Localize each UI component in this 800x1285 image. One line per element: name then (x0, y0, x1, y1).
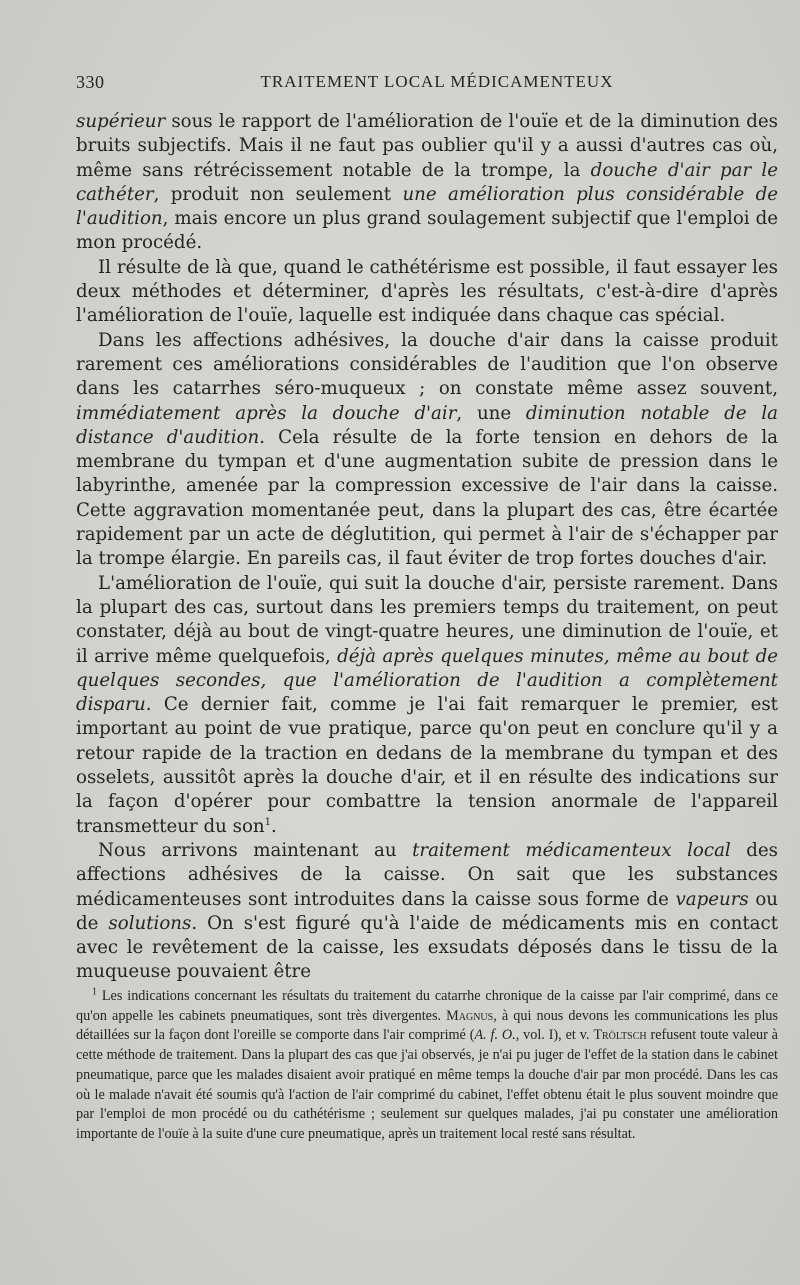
paragraph-4: L'amélioration de l'ouïe, qui suit la douche d'air, persiste rarement. Dans la plupart des cas, surtout dans les premiers temps du traitement, on peut constater, déjà au bout de vingt-quatre heures, une diminution de l'ouïe, et il arrive même quelquefois, déjà après quelques minutes, même au bout de quelques secondes, que l'amélioration de l'audition a complètement disparu. Ce dernier fait, comme je l'ai fait remarquer le premier, est important au point de vue pratique, parce qu'on peut en conclure qu'il y a retour rapide de la traction en dedans de la membrane du tympan et des osselets, aussitôt après la douche d'air, et il en résulte des indications sur la façon d'opérer pour combattre la tension anormale de l'appareil transmetteur du son$^1$. (76, 572, 778, 837)
paragraph-1: supérieur sous le rapport de l'amélioration de l'ouïe et de la diminution des bruits subjectifs. Mais il ne faut pas oublier qu'il y a aussi d'autres cas où, même sans rétrécissement notable de la trompe, la douche d'air par le cathéter, produit non seulement une amélioration plus considérable de l'audition, mais encore un plus grand soulagement subjectif que l'emploi de mon procédé. (76, 111, 778, 254)
page (76, 72, 778, 985)
paragraph-2: Il résulte de là que, quand le cathétérisme est possible, il faut essayer les deux méthodes et déterminer, d'après les résultats, c'est-à-dire d'après l'amélioration de l'ouïe, laquelle est indiquée dans chaque cas spécial. (76, 256, 778, 327)
footnote-reference: 1 (264, 816, 271, 828)
body-text (76, 110, 778, 985)
footnote (76, 987, 778, 1145)
running-head: TRAITEMENT LOCAL MÉDICAMENTEUX (260, 72, 614, 91)
footnote-text: $^1$ Les indications concernant les résultats du traitement du catarrhe chronique de la caisse par l'air comprimé, dans ce qu'on appelle les cabinets pneumatiques, sont très divergentes. Magnus, à qui nous devons les communications les plus détaillées sur la façon dont l'oreille se comporte dans l'air comprimé (A. f. O., vol. I), et v. Tröltsch refusent toute valeur à cette méthode de traitement. Dans la plupart des cas que j'ai observés, je n'ai pu juger de l'effet de la station dans le cabinet pneumatique, parce que les malades disaient avoir pratiqué en même temps la douche d'air par mon procédé. Dans les cas où le malade n'avait été soumis qu'à l'action de l'air comprimé du cabinet, l'effet obtenu était le plus souvent moindre que par l'emploi de mon procédé ou du cathétérisme ; seulement sur quelques malades, j'ai pu constater une amélioration importante de l'ouïe à la suite d'une cure pneumatique, après un traitement local resté sans résultat. (76, 986, 778, 1142)
paragraph-5: Nous arrivons maintenant au traitement médicamenteux local des affections adhésives de la caisse. On sait que les substances médicamenteuses sont introduites dans la caisse sous forme de vapeurs ou de solutions. On s'est figuré qu'à l'aide de médicaments mis en contact avec le revêtement de la caisse, les exsudats déposés dans le tissu de la muqueuse pouvaient être (76, 839, 779, 983)
page-number: 330 (76, 72, 105, 92)
author-magnus: Magnus (446, 1007, 494, 1024)
footnote-marker: 1 (92, 986, 97, 998)
paragraph-3: Dans les affections adhésives, la douche d'air dans la caisse produit rarement ces améliorations considérables de l'audition que l'on observe dans les catarrhes séro-muqueux ; on constate même assez souvent, immédiatement après la douche d'air, une diminution notable de la distance d'audition. Cela résulte de la forte tension en dehors de la membrane du tympan et d'une augmentation subite de pression dans le labyrinthe, amenée par la compression excessive de l'air dans la caisse. Cette aggravation momentanée peut, dans la plupart des cas, être écartée rapidement par un acte de déglutition, qui permet à l'air de s'échapper par la trompe élargie. En pareils cas, il faut éviter de trop fortes douches d'air. (76, 329, 778, 570)
page-header (76, 72, 778, 102)
author-troltsch: Tröltsch (593, 1027, 647, 1044)
